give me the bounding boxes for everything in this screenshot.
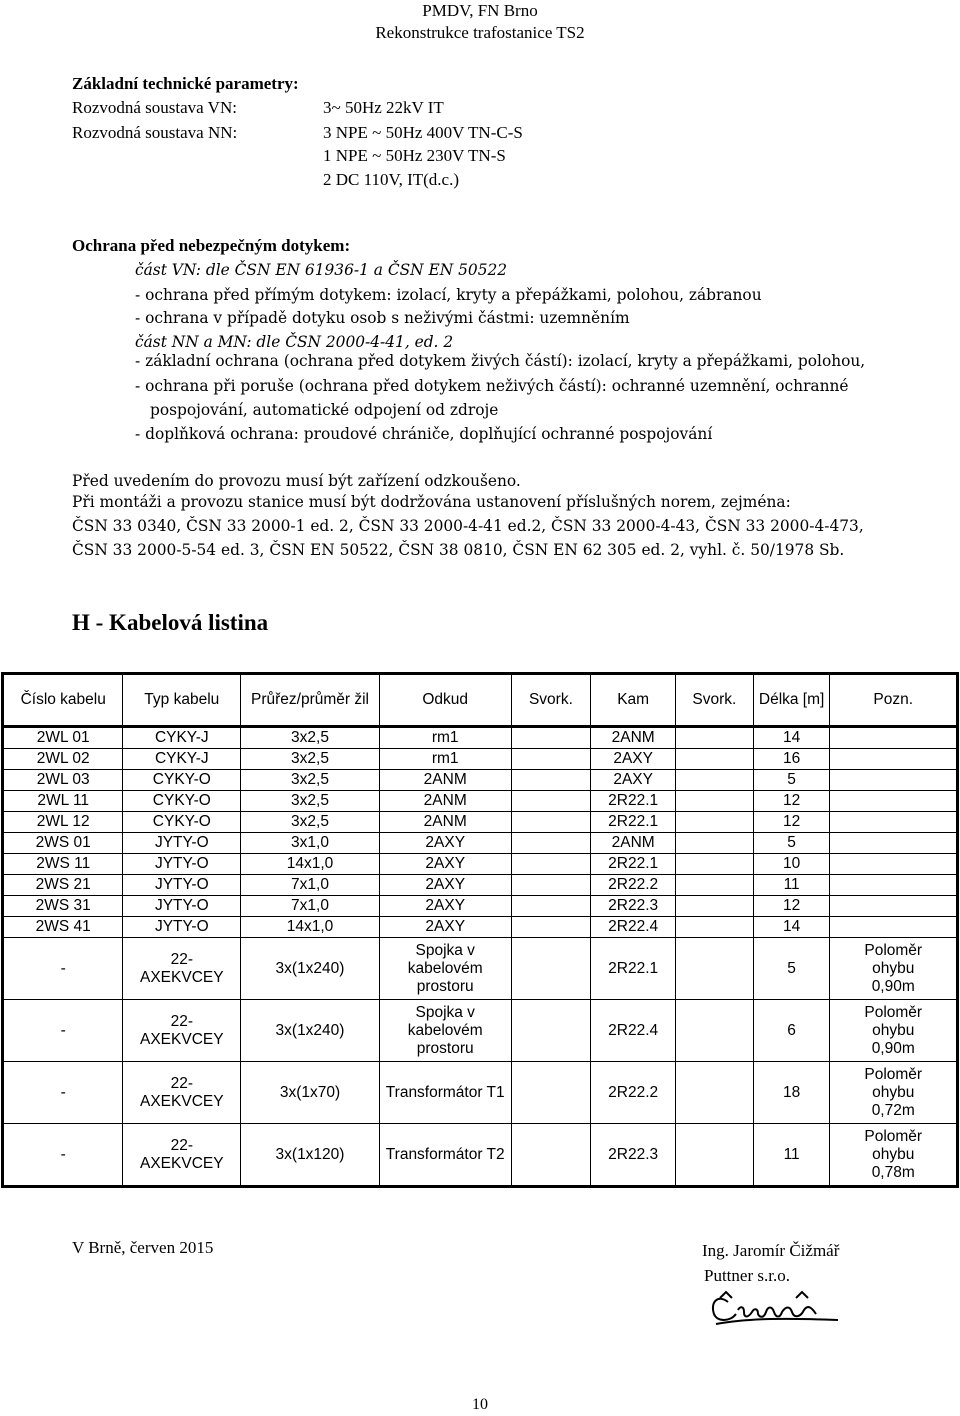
protection-nn-heading: část NN a MN: dle ČSN 2000-4-41, ed. 2: [135, 333, 454, 351]
column-header: Číslo kabelu: [3, 674, 123, 727]
table-cell: 12: [753, 812, 830, 833]
protection-vn-heading: část VN: dle ČSN EN 61936-1 a ČSN EN 50522: [135, 261, 508, 279]
table-cell: [3, 938, 123, 1000]
table-cell: [830, 917, 958, 938]
table-row: [3, 833, 958, 854]
table-cell: 5: [753, 770, 830, 791]
table-cell: [379, 1124, 511, 1187]
table-cell: [676, 791, 754, 812]
cell-line: 0,90m: [871, 1039, 915, 1057]
cell-line: 3x(1x240): [275, 959, 345, 977]
table-cell: [830, 1000, 958, 1062]
cell-line: 0,90m: [871, 977, 915, 995]
cell-line: 22-: [170, 950, 193, 968]
table-cell: 2ANM: [379, 812, 511, 833]
table-row: [3, 1000, 958, 1062]
table-cell: 5: [753, 833, 830, 854]
cable-table: [1, 672, 959, 1188]
table-cell: [511, 770, 591, 791]
table-cell: CYKY-J: [123, 749, 241, 770]
column-header: Kam: [591, 674, 676, 727]
page-number: 10: [472, 1396, 488, 1413]
table-cell: 2WS 31: [3, 896, 123, 917]
cell-line: Poloměr: [864, 1127, 923, 1145]
column-header: Odkud: [379, 674, 511, 727]
table-cell: [830, 1062, 958, 1124]
cell-line: AXEKVCEY: [140, 968, 224, 986]
table-cell: [241, 1000, 380, 1062]
table-cell: [676, 1124, 754, 1187]
cell-line: ohybu: [872, 959, 915, 977]
table-header-row: [3, 674, 958, 727]
table-cell: [241, 1062, 380, 1124]
table-cell: CYKY-O: [123, 812, 241, 833]
tech-param-row: [72, 97, 444, 119]
tech-param-value: 2 DC 110V, IT(d.c.): [323, 170, 459, 189]
table-cell: 2WS 11: [3, 854, 123, 875]
table-cell: JYTY-O: [123, 875, 241, 896]
tech-param-value: 3~ 50Hz 22kV IT: [323, 98, 444, 117]
tech-param-value: 3 NPE ~ 50Hz 400V TN-C-S: [323, 123, 523, 142]
table-cell: [830, 938, 958, 1000]
cell-line: 2R22.1: [608, 959, 659, 977]
table-cell: [753, 1000, 830, 1062]
table-cell: [511, 1062, 591, 1124]
cell-line: 22-: [170, 1012, 193, 1030]
table-cell: JYTY-O: [123, 833, 241, 854]
cell-line: -: [60, 1145, 66, 1163]
table-cell: [830, 1124, 958, 1187]
protection-nn-item: - ochrana při poruše (ochrana před dotykem neživých částí): ochranné uzemnění, ochranné: [135, 377, 849, 395]
author-block: [702, 1238, 839, 1288]
table-cell: 2AXY: [591, 770, 676, 791]
table-row: [3, 854, 958, 875]
table-cell: [511, 875, 591, 896]
table-cell: [511, 1000, 591, 1062]
cell-line: -: [60, 959, 66, 977]
table-cell: [123, 1000, 241, 1062]
table-cell: [379, 1062, 511, 1124]
table-cell: 14x1,0: [241, 917, 380, 938]
table-cell: [676, 938, 754, 1000]
table-cell: 2AXY: [379, 875, 511, 896]
table-cell: [591, 1124, 676, 1187]
column-header: Průřez/průměr žil: [241, 674, 380, 727]
protection-nn-item: - doplňková ochrana: proudové chrániče, doplňující ochranné pospojování: [135, 425, 713, 443]
cell-line: AXEKVCEY: [140, 1092, 224, 1110]
cell-line: prostoru: [416, 1039, 474, 1057]
cell-line: 3x(1x70): [279, 1083, 341, 1101]
cell-line: 2R22.4: [608, 1021, 659, 1039]
tech-param-label: Rozvodná soustava VN:: [72, 98, 237, 117]
cell-line: 6: [787, 1021, 796, 1039]
table-cell: 2WL 01: [3, 727, 123, 749]
cell-line: 3x(1x240): [275, 1021, 345, 1039]
cell-line: 0,78m: [871, 1163, 915, 1181]
document-header: [330, 0, 630, 44]
column-header: Pozn.: [830, 674, 958, 727]
table-cell: 2R22.1: [591, 854, 676, 875]
cell-line: Spojka v kabelovém: [407, 1003, 483, 1039]
table-cell: 2ANM: [379, 770, 511, 791]
table-cell: 2WS 41: [3, 917, 123, 938]
standards-line: ČSN 33 0340, ČSN 33 2000-1 ed. 2, ČSN 33 2000-4-41 ed.2, ČSN 33 2000-4-43, ČSN 33 2000-4-473,: [72, 517, 864, 535]
table-cell: [830, 812, 958, 833]
table-cell: 3x2,5: [241, 749, 380, 770]
protection-title: Ochrana před nebezpečným dotykem:: [72, 236, 351, 255]
table-cell: [676, 896, 754, 917]
column-header: Svork.: [511, 674, 591, 727]
table-cell: [123, 1062, 241, 1124]
signature-image: [708, 1288, 848, 1335]
cell-line: Transformátor T1: [385, 1083, 505, 1101]
table-cell: [379, 938, 511, 1000]
table-cell: 12: [753, 896, 830, 917]
column-header: Typ kabelu: [123, 674, 241, 727]
table-cell: JYTY-O: [123, 917, 241, 938]
table-cell: 16: [753, 749, 830, 770]
table-cell: 2WL 03: [3, 770, 123, 791]
cell-line: Poloměr: [864, 1065, 923, 1083]
table-cell: [676, 875, 754, 896]
table-cell: [676, 727, 754, 749]
table-cell: [753, 938, 830, 1000]
table-cell: [511, 812, 591, 833]
table-cell: [676, 770, 754, 791]
standards-line: ČSN 33 2000-5-54 ed. 3, ČSN EN 50522, ČSN 38 0810, ČSN EN 62 305 ed. 2, vyhl. č. 50/1978 Sb.: [72, 541, 845, 559]
table-cell: [591, 938, 676, 1000]
table-cell: 3x1,0: [241, 833, 380, 854]
table-row: [3, 749, 958, 770]
cell-line: -: [60, 1083, 66, 1101]
author-name: Ing. Jaromír Čižmář: [702, 1241, 840, 1260]
table-cell: 2WL 02: [3, 749, 123, 770]
table-cell: 2WL 11: [3, 791, 123, 812]
table-cell: 12: [753, 791, 830, 812]
protection-nn-item: pospojování, automatické odpojení od zdroje: [150, 401, 499, 419]
table-cell: [123, 1124, 241, 1187]
table-cell: 3x2,5: [241, 770, 380, 791]
tech-param-row: [72, 122, 523, 144]
protection-vn-item: - ochrana v případě dotyku osob s neživými částmi: uzemněním: [135, 309, 630, 327]
tech-param-value: 1 NPE ~ 50Hz 230V TN-S: [323, 146, 506, 165]
table-cell: JYTY-O: [123, 854, 241, 875]
table-row: [3, 1062, 958, 1124]
table-cell: [511, 749, 591, 770]
table-cell: [753, 1124, 830, 1187]
table-cell: [241, 938, 380, 1000]
cell-line: ohybu: [872, 1021, 915, 1039]
table-cell: 2WS 21: [3, 875, 123, 896]
table-cell: [676, 917, 754, 938]
table-cell: [830, 875, 958, 896]
table-cell: [511, 938, 591, 1000]
table-cell: 7x1,0: [241, 896, 380, 917]
table-cell: [753, 1062, 830, 1124]
cell-line: 3x(1x120): [275, 1145, 345, 1163]
table-cell: [3, 1062, 123, 1124]
table-cell: [830, 854, 958, 875]
table-cell: 3x2,5: [241, 812, 380, 833]
table-cell: CYKY-O: [123, 770, 241, 791]
table-cell: rm1: [379, 727, 511, 749]
table-cell: [591, 1000, 676, 1062]
table-row: [3, 727, 958, 749]
table-cell: [511, 727, 591, 749]
table-cell: [511, 896, 591, 917]
tech-param-label: Rozvodná soustava NN:: [72, 123, 238, 142]
note-line: Před uvedením do provozu musí být zařízení odzkoušeno.: [72, 472, 521, 490]
cell-line: Poloměr: [864, 1003, 923, 1021]
section-title: H - Kabelová listina: [72, 610, 269, 635]
cell-line: 5: [787, 959, 796, 977]
table-cell: [830, 791, 958, 812]
table-cell: [676, 1062, 754, 1124]
cell-line: 22-: [170, 1136, 193, 1154]
header-project: PMDV, FN Brno: [422, 1, 538, 20]
table-cell: 3x2,5: [241, 727, 380, 749]
cell-line: 0,72m: [871, 1101, 915, 1119]
table-cell: 2WS 01: [3, 833, 123, 854]
table-cell: CYKY-J: [123, 727, 241, 749]
cell-line: ohybu: [872, 1145, 915, 1163]
cell-line: 22-: [170, 1074, 193, 1092]
column-header: Délka [m]: [753, 674, 830, 727]
table-cell: CYKY-O: [123, 791, 241, 812]
table-cell: [676, 812, 754, 833]
table-cell: [241, 1124, 380, 1187]
table-cell: 14x1,0: [241, 854, 380, 875]
cell-line: Spojka v kabelovém: [407, 941, 483, 977]
cell-line: 2R22.2: [608, 1083, 659, 1101]
table-cell: 3x2,5: [241, 791, 380, 812]
table-row: [3, 812, 958, 833]
table-cell: 2ANM: [591, 833, 676, 854]
table-cell: 2R22.3: [591, 896, 676, 917]
table-row: [3, 896, 958, 917]
cell-line: 11: [783, 1145, 800, 1163]
table-cell: [123, 938, 241, 1000]
table-cell: [591, 1062, 676, 1124]
author-company: Puttner s.r.o.: [704, 1266, 790, 1285]
table-cell: [511, 854, 591, 875]
table-cell: [379, 1000, 511, 1062]
table-cell: [676, 833, 754, 854]
table-cell: 2ANM: [591, 727, 676, 749]
table-cell: 2AXY: [379, 896, 511, 917]
table-cell: 14: [753, 917, 830, 938]
table-cell: 2AXY: [379, 854, 511, 875]
cell-line: 18: [782, 1083, 801, 1101]
table-cell: [511, 791, 591, 812]
cell-line: 2R22.3: [608, 1145, 659, 1163]
table-row: [3, 917, 958, 938]
tech-param-row: [72, 169, 459, 191]
table-cell: [3, 1000, 123, 1062]
table-cell: [676, 854, 754, 875]
table-cell: 2AXY: [379, 917, 511, 938]
cell-line: Transformátor T2: [385, 1145, 505, 1163]
table-cell: rm1: [379, 749, 511, 770]
protection-nn-item: - základní ochrana (ochrana před dotykem živých částí): izolací, kryty a přepážkami, polohou,: [135, 352, 866, 370]
table-row: [3, 791, 958, 812]
table-cell: 2ANM: [379, 791, 511, 812]
table-row: [3, 875, 958, 896]
protection-vn-item: - ochrana před přímým dotykem: izolací, kryty a přepážkami, polohou, zábranou: [135, 286, 762, 304]
table-cell: 7x1,0: [241, 875, 380, 896]
table-cell: 14: [753, 727, 830, 749]
table-row: [3, 1124, 958, 1187]
cell-line: -: [60, 1021, 66, 1039]
table-cell: 2WL 12: [3, 812, 123, 833]
cell-line: AXEKVCEY: [140, 1030, 224, 1048]
table-cell: 2R22.2: [591, 875, 676, 896]
place-date: V Brně, červen 2015: [72, 1238, 214, 1257]
cell-line: AXEKVCEY: [140, 1154, 224, 1172]
table-row: [3, 770, 958, 791]
table-cell: [830, 833, 958, 854]
table-cell: 2AXY: [591, 749, 676, 770]
cell-line: prostoru: [416, 977, 474, 995]
table-cell: [676, 1000, 754, 1062]
column-header: Svork.: [676, 674, 754, 727]
table-row: [3, 938, 958, 1000]
table-cell: [830, 896, 958, 917]
table-cell: [511, 1124, 591, 1187]
table-cell: [830, 770, 958, 791]
tech-params-title: Základní technické parametry:: [72, 74, 299, 93]
table-cell: 2R22.1: [591, 812, 676, 833]
tech-param-row: [72, 145, 506, 167]
table-cell: JYTY-O: [123, 896, 241, 917]
table-cell: 11: [753, 875, 830, 896]
table-cell: 2AXY: [379, 833, 511, 854]
cell-line: Poloměr: [864, 941, 923, 959]
table-cell: [830, 749, 958, 770]
note-line: Při montáži a provozu stanice musí být dodržována ustanovení příslušných norem, zejména:: [72, 493, 791, 511]
table-cell: 2R22.4: [591, 917, 676, 938]
table-cell: 10: [753, 854, 830, 875]
cell-line: ohybu: [872, 1083, 915, 1101]
header-subtitle: Rekonstrukce trafostanice TS2: [375, 23, 585, 42]
table-cell: [3, 1124, 123, 1187]
table-cell: 2R22.1: [591, 791, 676, 812]
table-cell: [511, 917, 591, 938]
table-cell: [676, 749, 754, 770]
table-cell: [511, 833, 591, 854]
table-cell: [830, 727, 958, 749]
